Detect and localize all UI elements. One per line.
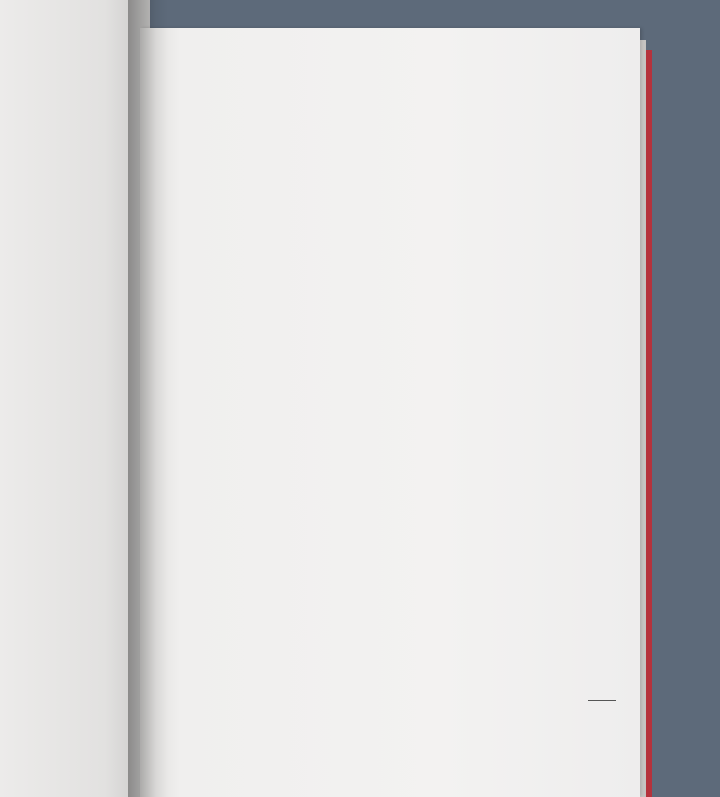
right-page bbox=[140, 28, 640, 797]
page-number bbox=[588, 700, 616, 704]
book-cover-edge bbox=[646, 50, 652, 797]
book-spine-shadow bbox=[128, 0, 168, 797]
